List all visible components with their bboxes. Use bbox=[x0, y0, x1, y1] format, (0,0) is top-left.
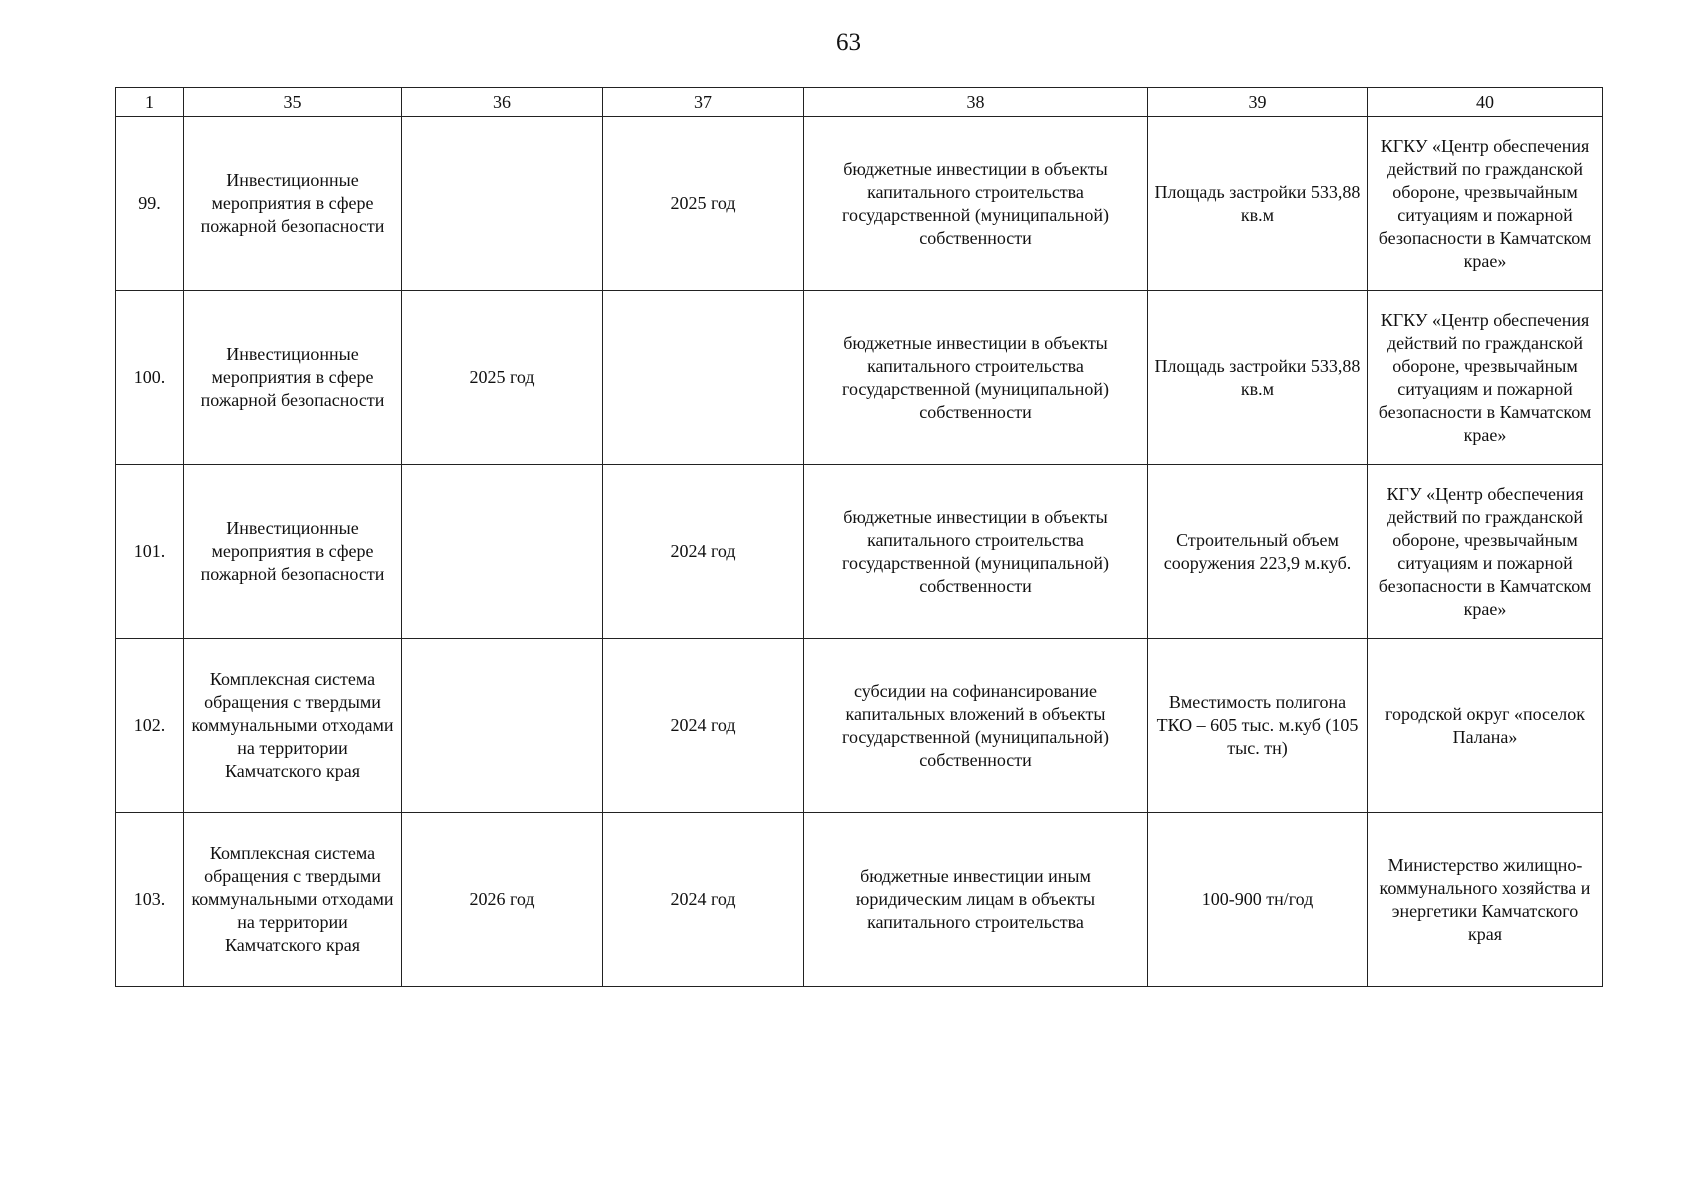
measure-name: Инвестиционные мероприятия в сфере пожарной безопасности bbox=[184, 291, 402, 465]
page-number: 63 bbox=[836, 29, 861, 56]
header-col-40: 40 bbox=[1368, 88, 1603, 117]
capacity: Площадь застройки 533,88 кв.м bbox=[1148, 291, 1368, 465]
header-col-39: 39 bbox=[1148, 88, 1368, 117]
year-col-37 bbox=[603, 291, 804, 465]
year-col-36 bbox=[402, 117, 603, 291]
capacity: Строительный объем сооружения 223,9 м.куб. bbox=[1148, 465, 1368, 639]
row-number: 99. bbox=[116, 117, 184, 291]
funding-form: бюджетные инвестиции иным юридическим лицам в объекты капитального строительства bbox=[804, 813, 1148, 987]
responsible-party: КГКУ «Центр обеспечения действий по гражданской обороне, чрезвычайным ситуациям и пожарной безопасности в Камчатском крае» bbox=[1368, 117, 1603, 291]
capacity: Вместимость полигона ТКО – 605 тыс. м.куб (105 тыс. тн) bbox=[1148, 639, 1368, 813]
capacity: Площадь застройки 533,88 кв.м bbox=[1148, 117, 1368, 291]
header-col-1: 1 bbox=[116, 88, 184, 117]
measure-name: Комплексная система обращения с твердыми коммунальными отходами на территории Камчатского края bbox=[184, 639, 402, 813]
year-col-36: 2025 год bbox=[402, 291, 603, 465]
table-row bbox=[116, 639, 1603, 813]
header-col-36: 36 bbox=[402, 88, 603, 117]
responsible-party: КГУ «Центр обеспечения действий по гражданской обороне, чрезвычайным ситуациям и пожарной безопасности в Камчатском крае» bbox=[1368, 465, 1603, 639]
header-row bbox=[116, 88, 1603, 117]
table-header bbox=[116, 88, 1603, 117]
responsible-party: КГКУ «Центр обеспечения действий по гражданской обороне, чрезвычайным ситуациям и пожарной безопасности в Камчатском крае» bbox=[1368, 291, 1603, 465]
row-number: 100. bbox=[116, 291, 184, 465]
row-number: 103. bbox=[116, 813, 184, 987]
investment-table bbox=[115, 87, 1603, 987]
row-number: 102. bbox=[116, 639, 184, 813]
table-row bbox=[116, 291, 1603, 465]
funding-form: бюджетные инвестиции в объекты капитального строительства государственной (муниципальной) собственности bbox=[804, 291, 1148, 465]
year-col-36: 2026 год bbox=[402, 813, 603, 987]
table-row bbox=[116, 465, 1603, 639]
year-col-37: 2025 год bbox=[603, 117, 804, 291]
header-col-37: 37 bbox=[603, 88, 804, 117]
year-col-37: 2024 год bbox=[603, 465, 804, 639]
table-body bbox=[116, 117, 1603, 987]
measure-name: Комплексная система обращения с твердыми коммунальными отходами на территории Камчатского края bbox=[184, 813, 402, 987]
year-col-37: 2024 год bbox=[603, 639, 804, 813]
year-col-37: 2024 год bbox=[603, 813, 804, 987]
funding-form: бюджетные инвестиции в объекты капитального строительства государственной (муниципальной) собственности bbox=[804, 465, 1148, 639]
table-row bbox=[116, 813, 1603, 987]
funding-form: субсидии на софинансирование капитальных вложений в объекты государственной (муниципальной) собственности bbox=[804, 639, 1148, 813]
responsible-party: Министерство жилищно-коммунального хозяйства и энергетики Камчатского края bbox=[1368, 813, 1603, 987]
measure-name: Инвестиционные мероприятия в сфере пожарной безопасности bbox=[184, 117, 402, 291]
responsible-party: городской округ «поселок Палана» bbox=[1368, 639, 1603, 813]
year-col-36 bbox=[402, 465, 603, 639]
row-number: 101. bbox=[116, 465, 184, 639]
capacity: 100-900 тн/год bbox=[1148, 813, 1368, 987]
measure-name: Инвестиционные мероприятия в сфере пожарной безопасности bbox=[184, 465, 402, 639]
header-col-35: 35 bbox=[184, 88, 402, 117]
header-col-38: 38 bbox=[804, 88, 1148, 117]
funding-form: бюджетные инвестиции в объекты капитального строительства государственной (муниципальной) собственности bbox=[804, 117, 1148, 291]
table-row bbox=[116, 117, 1603, 291]
year-col-36 bbox=[402, 639, 603, 813]
